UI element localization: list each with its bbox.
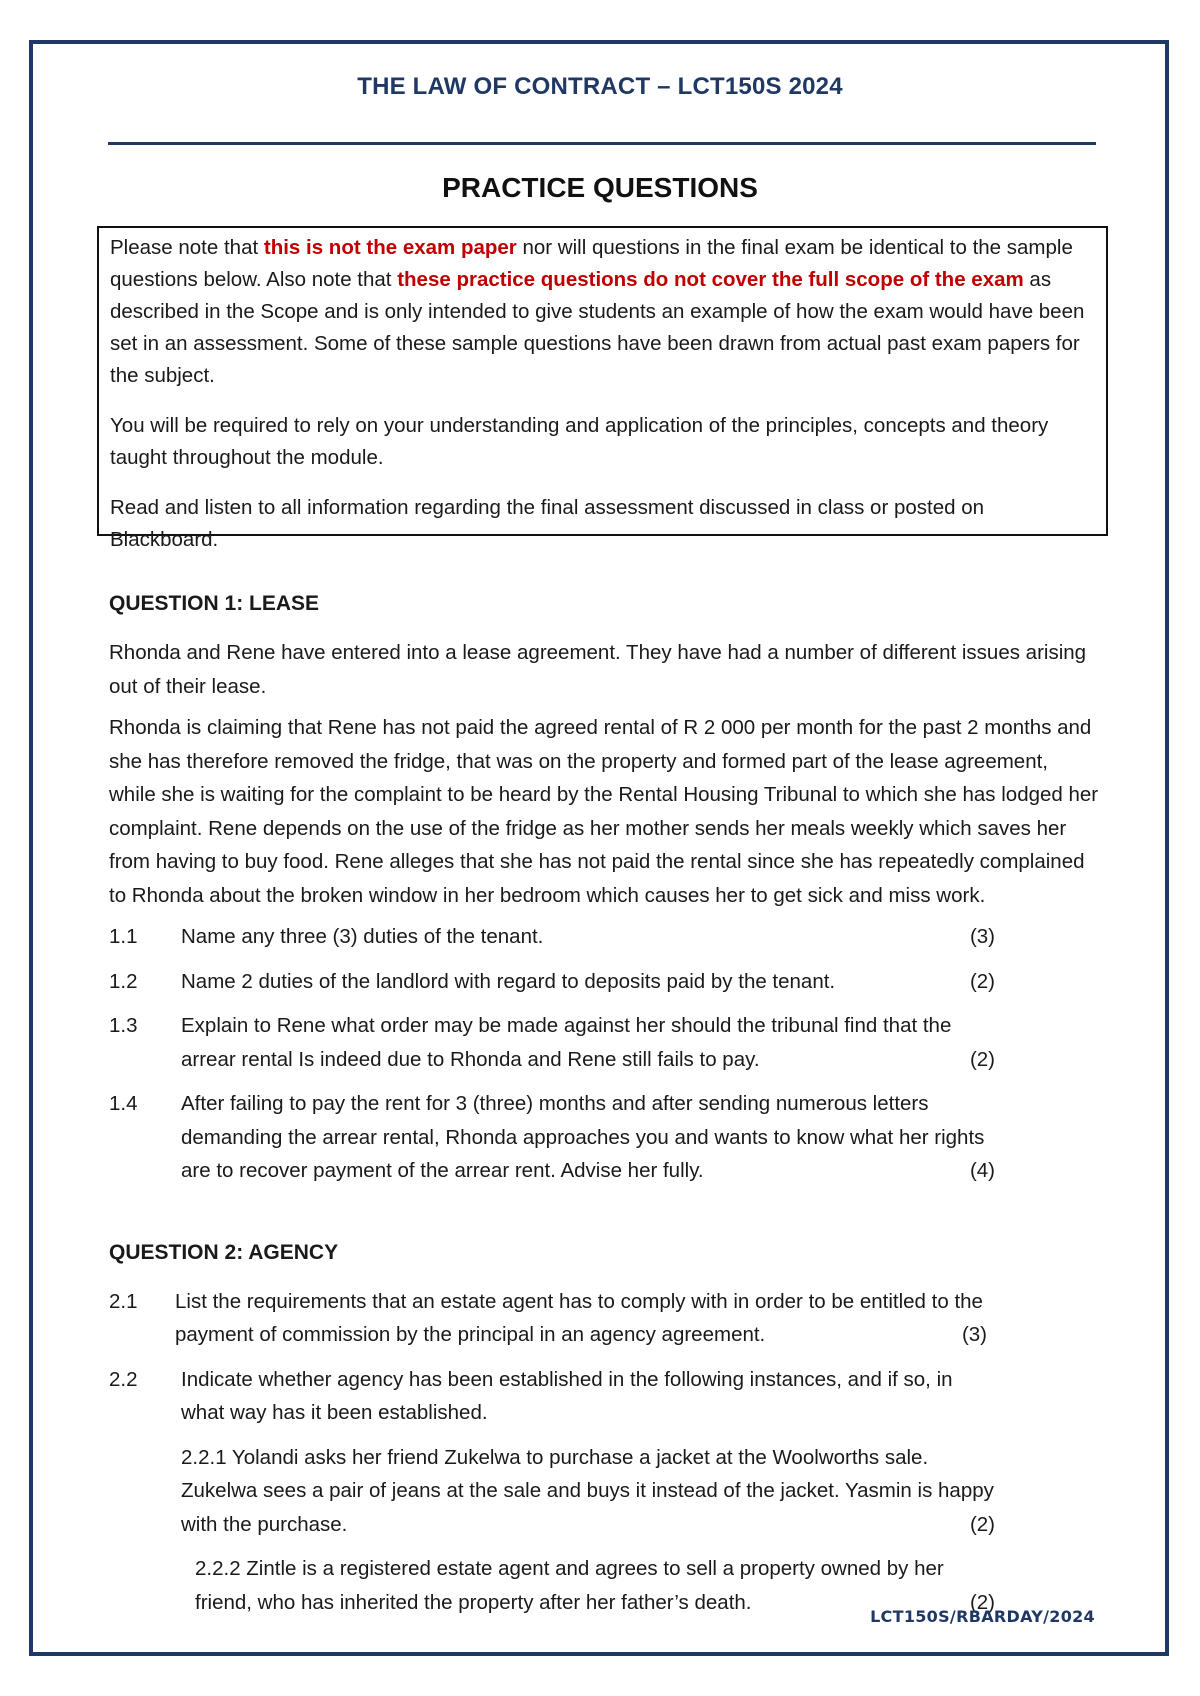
question-2-heading: QUESTION 2: AGENCY <box>109 1240 339 1264</box>
question-text: Explain to Rene what order may be made against her should the tribunal find that the arrear rental Is indeed due to Rhonda and Rene still fails to pay. <box>181 1014 952 1071</box>
question-1-intro-2: Rhonda is claiming that Rene has not paid the agreed rental of R 2 000 per month for the past 2 months and she has therefore removed the fridge, that was on the property and formed part of the lease agreement, while she is waiting for the complaint to be heard by the Rental Housing Tribunal to which she has lodged her complaint. Rene depends on the use of the fridge as her mother sends her meals weekly which saves her from having to buy food. Rene alleges that she has not paid the rental since she has repeatedly complained to Rhonda about the broken window in her bedroom which causes her to get sick and miss work. <box>109 716 1099 907</box>
question-1-heading: QUESTION 1: LEASE <box>109 592 320 615</box>
section-spacer <box>109 1199 1099 1239</box>
notice-box <box>97 226 1108 551</box>
question-item <box>109 965 1099 999</box>
question-number: 1.1 <box>109 925 138 948</box>
question-number: 1.2 <box>109 969 138 993</box>
question-marks: (2) <box>969 969 995 993</box>
question-text: List the requirements that an estate agent has to comply with in order to be entitled to the payment of commission by the principal in an agency agreement. <box>175 1289 983 1346</box>
question-number: 2.2 <box>109 1367 138 1391</box>
question-item <box>109 1087 1099 1188</box>
sub-question-item <box>109 1441 1099 1542</box>
question-item <box>109 1009 1099 1076</box>
question-marks: (2) <box>969 1512 995 1536</box>
question-item <box>109 920 1099 954</box>
sub-question-text: 2.2.2 Zintle is a registered estate agent and agrees to sell a property owned by her friend, who has inherited the property after her father’s death. <box>195 1557 944 1614</box>
question-marks: (2) <box>969 1590 995 1614</box>
notice-warning: this is not the exam paper <box>263 236 517 259</box>
header-divider <box>108 142 1096 145</box>
notice-paragraph-2: You will be required to rely on your understanding and application of the principles, concepts and theory taught throughout the module. <box>110 414 1049 469</box>
notice-warning: these practice questions do not cover the full scope of the exam <box>397 268 1024 291</box>
notice-text: nor will questions in the final exam be identical to the sample questions below. Also note that <box>110 236 1073 291</box>
question-item <box>109 1285 1099 1352</box>
question-number: 2.1 <box>109 1289 138 1313</box>
page-title: PRACTICE QUESTIONS <box>442 172 758 203</box>
document-header-title: THE LAW OF CONTRACT – LCT150S 2024 <box>357 73 843 100</box>
question-number: 1.3 <box>109 1014 138 1037</box>
question-1-intro-1: Rhonda and Rene have entered into a lease agreement. They have had a number of different issues arising out of their lease. <box>109 641 1087 698</box>
question-item <box>109 1363 1099 1430</box>
question-text: After failing to pay the rent for 3 (three) months and after sending numerous letters demanding the arrear rental, Rhonda approaches you and wants to know what her rights are to recover payment of the arrear rent. Advise her fully. <box>181 1092 985 1182</box>
question-text: Indicate whether agency has been established in the following instances, and if so, in what way has it been established. <box>181 1367 953 1424</box>
notice-text: as described in the Scope and is only intended to give students an example of how the exam would have been set in an assessment. Some of these sample questions have been drawn from actual past exam papers for the subject. <box>110 268 1085 387</box>
question-marks: (3) <box>969 925 995 948</box>
question-marks: (2) <box>969 1047 995 1071</box>
question-marks: (4) <box>969 1159 995 1182</box>
notice-paragraph-1 <box>110 232 1096 392</box>
questions-content <box>109 590 1099 1630</box>
question-number: 1.4 <box>109 1092 138 1115</box>
question-marks: (3) <box>961 1323 987 1346</box>
notice-text: Please note that <box>110 236 264 259</box>
sub-question-text: 2.2.1 Yolandi asks her friend Zukelwa to purchase a jacket at the Woolworths sale. Zukelwa sees a pair of jeans at the sale and buys it instead of the jacket. Yasmin is happy with the purchase. <box>181 1445 994 1536</box>
notice-paragraph-3: Read and listen to all information regarding the final assessment discussed in class or posted on Blackboard. <box>110 496 985 551</box>
question-text: Name 2 duties of the landlord with regard to deposits paid by the tenant. <box>181 969 836 993</box>
question-text: Name any three (3) duties of the tenant. <box>181 925 544 948</box>
footer-document-code: LCT150S/RBARDAY/2024 <box>870 1607 1095 1626</box>
